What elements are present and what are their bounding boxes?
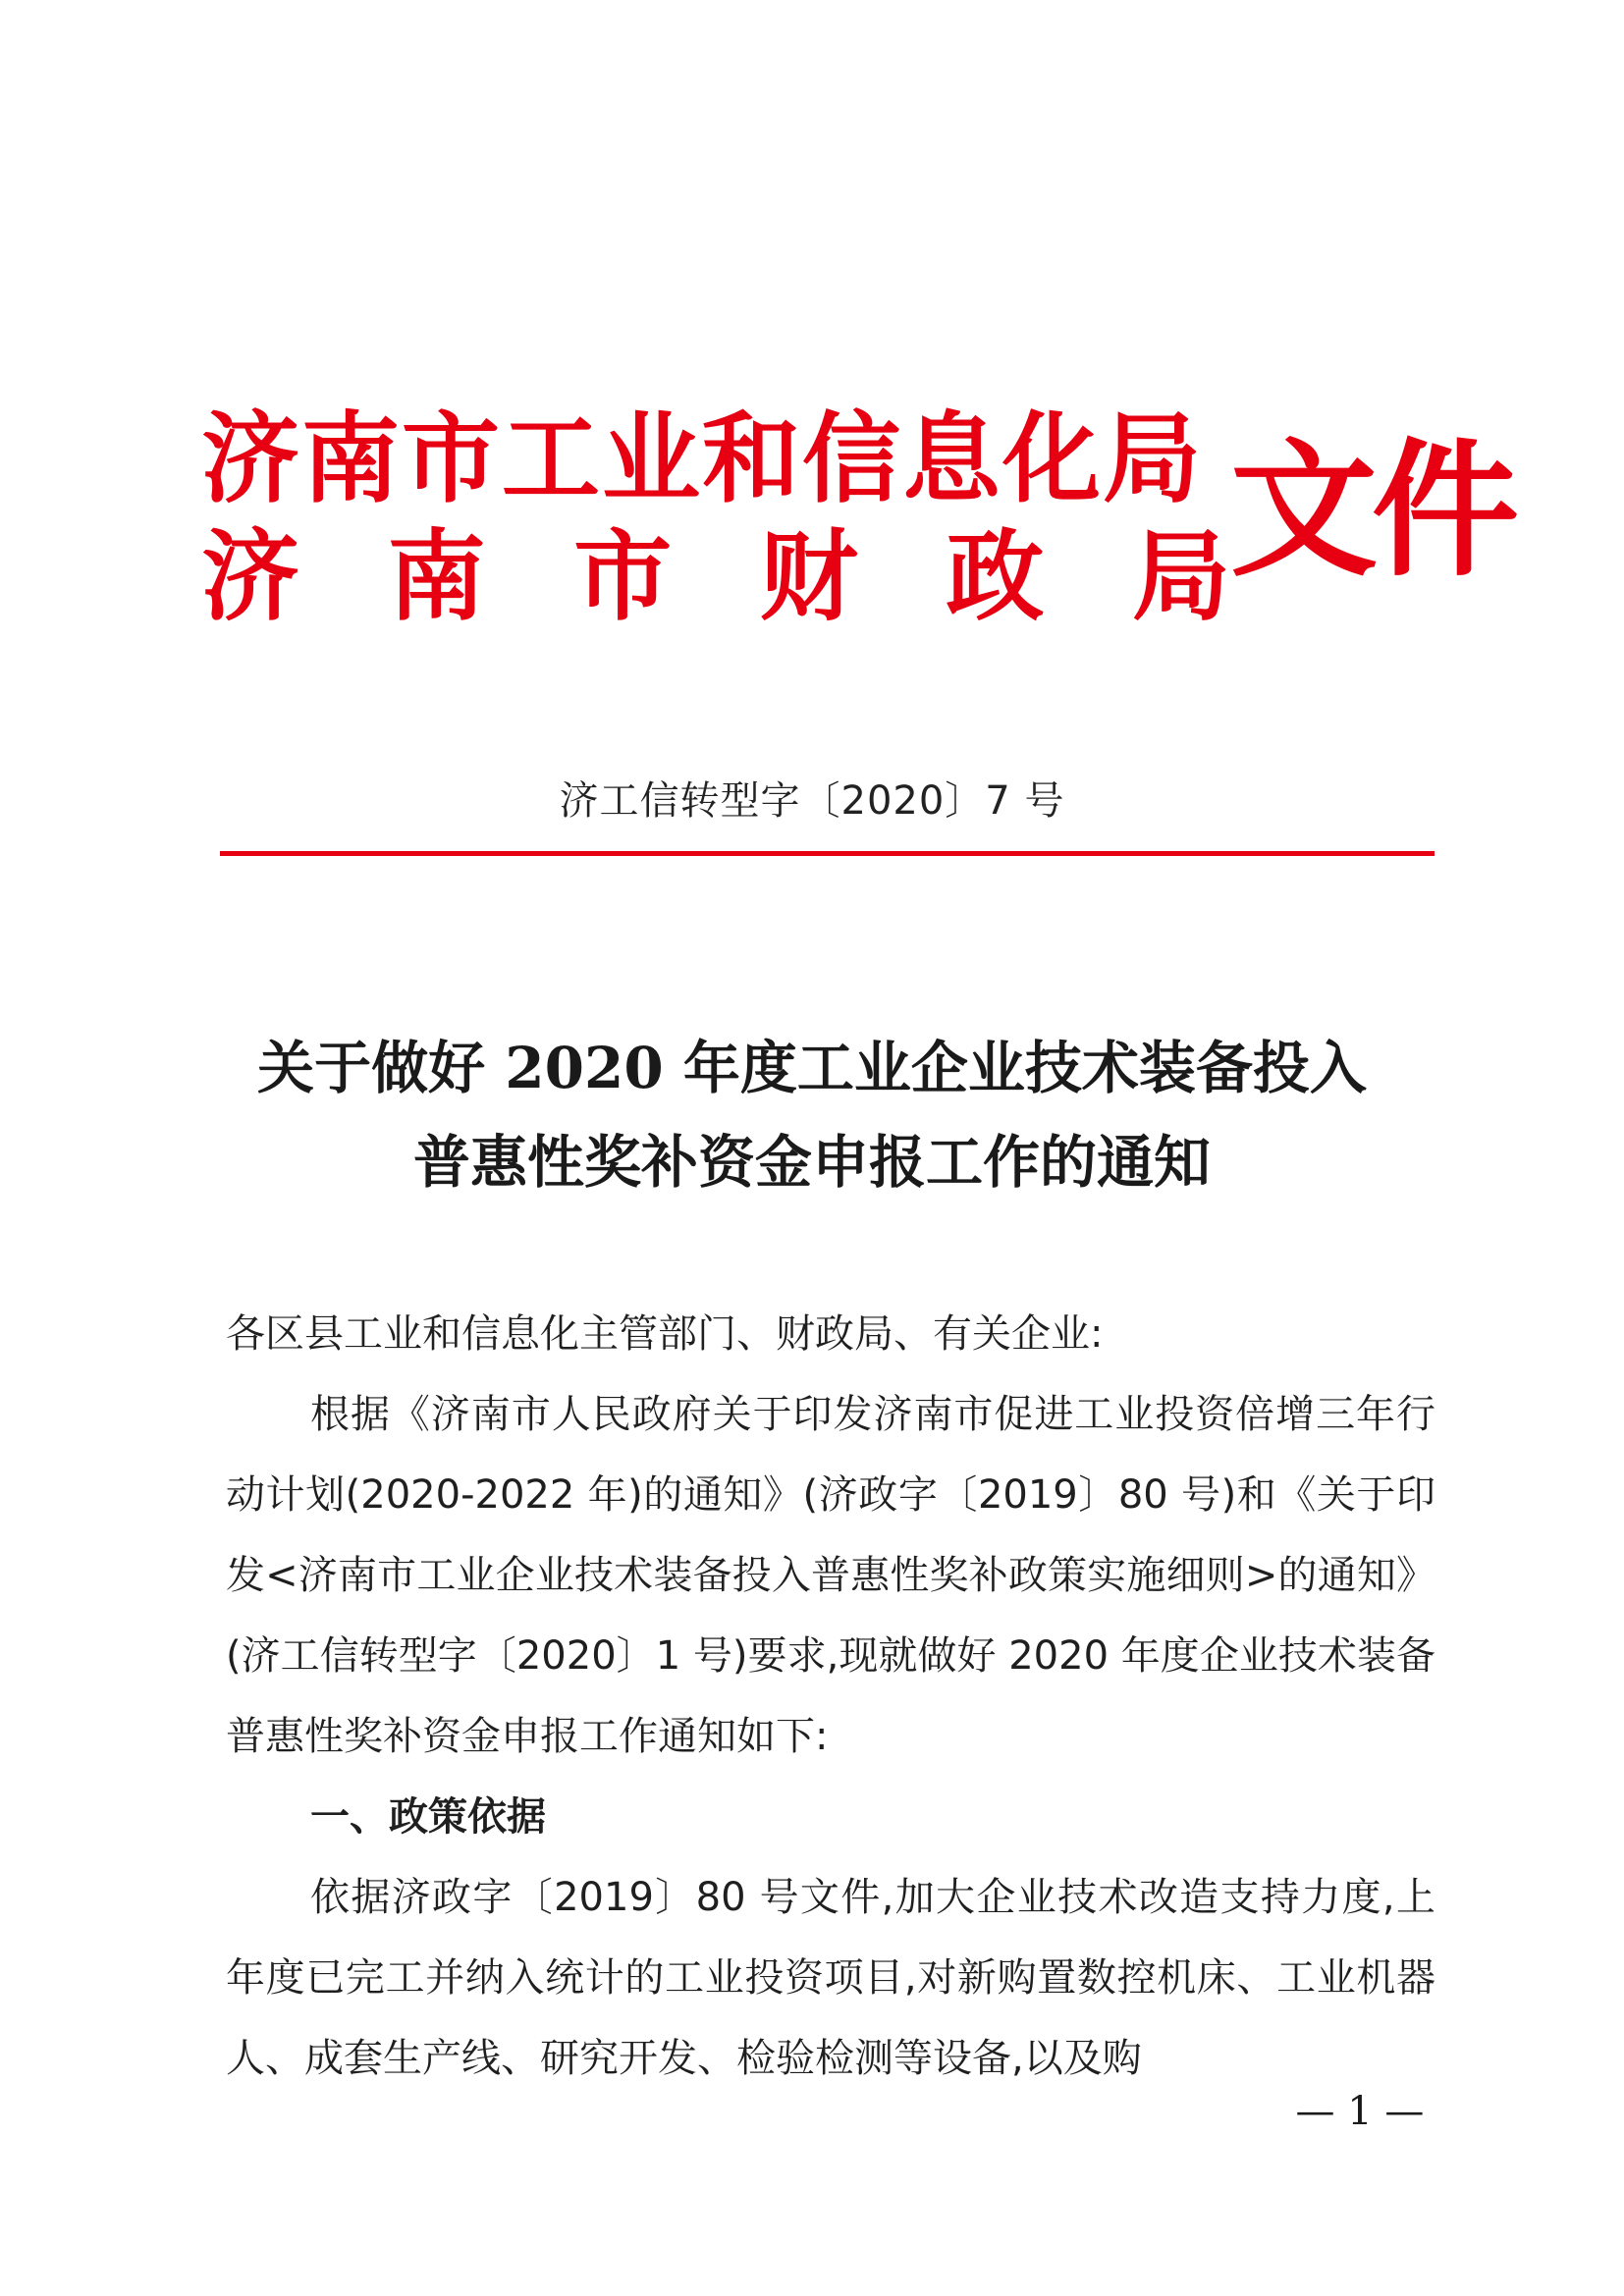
document-body	[226, 1294, 1435, 2099]
red-divider	[220, 851, 1435, 856]
masthead-char: 财	[759, 518, 858, 634]
salutation: 各区县工业和信息化主管部门、财政局、有关企业:	[226, 1311, 1104, 1357]
section-heading-1: 一、政策依据	[310, 1794, 546, 1840]
masthead-char: 市	[573, 518, 673, 634]
masthead-char: 政	[946, 518, 1045, 634]
masthead-char: 南	[387, 518, 486, 634]
masthead-char: 局	[1131, 518, 1230, 634]
document-number: 济工信转型字〔2020〕7 号	[559, 778, 1065, 824]
title-line-2: 普惠性奖补资金申报工作的通知	[412, 1129, 1211, 1196]
page-number: — 1 —	[1295, 2089, 1425, 2134]
document-title	[0, 1021, 1624, 1209]
masthead-issuer-2	[201, 518, 1230, 634]
title-line-1: 关于做好 2020 年度工业企业技术装备投入	[257, 1035, 1367, 1101]
masthead-char: 济	[201, 518, 299, 634]
body-paragraph-1: 根据《济南市人民政府关于印发济南市促进工业投资倍增三年行动计划(2020-2022 年)的通知》(济政字〔2019〕80 号)和《关于印发<济南市工业企业技术装备投入普惠性奖补政策实施细则>的通知》(济工信转型字〔2020〕1 号)要求,现就做好 2020 年度企业技术装备普惠性奖补资金申报工作通知如下:	[226, 1392, 1435, 1759]
body-paragraph-2: 依据济政字〔2019〕80 号文件,加大企业技术改造支持力度,上年度已完工并纳入统计的工业投资项目,对新购置数控机床、工业机器人、成套生产线、研究开发、检验检测等设备,以及购	[226, 1875, 1435, 2081]
masthead-issuer-1: 济南市工业和信息化局	[201, 400, 1203, 516]
masthead-wenjian: 文件	[1230, 424, 1514, 597]
red-masthead	[201, 398, 1514, 634]
